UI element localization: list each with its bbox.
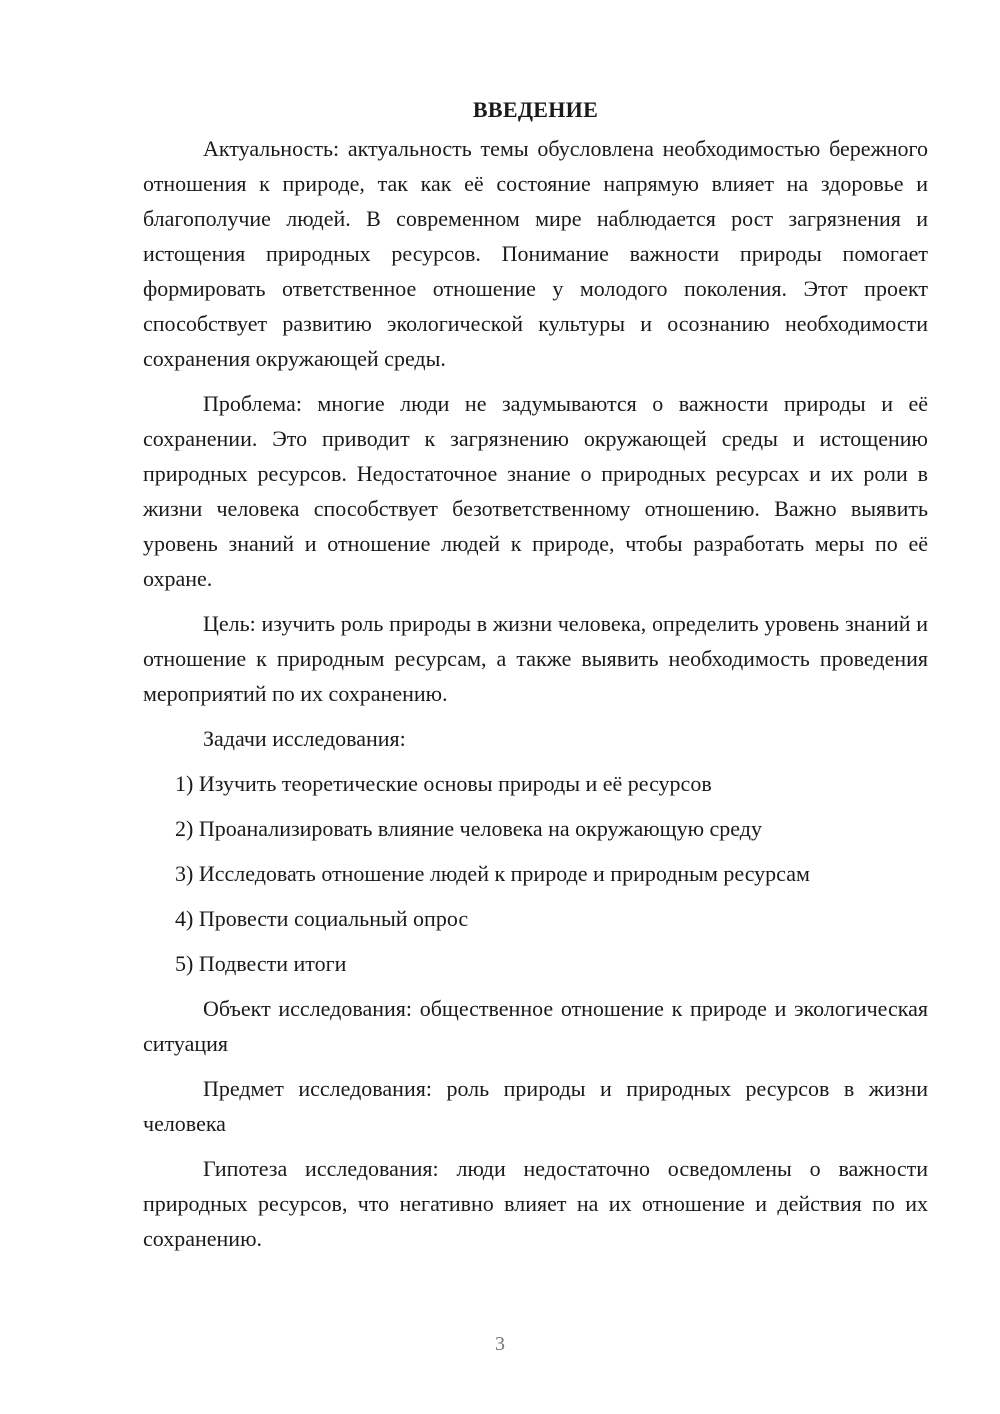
goal-paragraph: Цель: изучить роль природы в жизни человека, определить уровень знаний и отношение к природным ресурсам, а также выявить необходимость проведения мероприятий по их сохранению. [143, 611, 928, 706]
document-page [143, 92, 928, 1266]
subject-paragraph: Предмет исследования: роль природы и природных ресурсов в жизни человека [143, 1076, 928, 1136]
task-item: 5) Подвести итоги [175, 951, 347, 976]
task-item: 1) Изучить теоретические основы природы и её ресурсов [175, 771, 712, 796]
task-item: 4) Провести социальный опрос [175, 906, 469, 931]
task-item: 3) Исследовать отношение людей к природе и природным ресурсам [175, 861, 810, 886]
problem-paragraph: Проблема: многие люди не задумываются о важности природы и её сохранении. Это приводит к загрязнению окружающей среды и истощению природных ресурсов. Недостаточное знание о природных ресурсах и их роли в жизни человека способствует безответственному отношению. Важно выявить уровень знаний и отношение людей к природе, чтобы разработать меры по её охране. [143, 391, 928, 591]
tasks-list [143, 766, 928, 981]
page-number: 3 [495, 1333, 505, 1355]
object-paragraph: Объект исследования: общественное отношение к природе и экологическая ситуация [143, 996, 928, 1056]
page-title: ВВЕДЕНИЕ [472, 97, 599, 122]
task-item: 2) Проанализировать влияние человека на окружающую среду [175, 816, 762, 841]
hypothesis-paragraph: Гипотеза исследования: люди недостаточно осведомлены о важности природных ресурсов, что негативно влияет на их отношение и действия по их сохранению. [143, 1156, 928, 1251]
tasks-heading: Задачи исследования: [203, 726, 406, 751]
relevance-paragraph: Актуальность: актуальность темы обусловлена необходимостью бережного отношения к природе, так как её состояние напрямую влияет на здоровье и благополучие людей. В современном мире наблюдается рост загрязнения и истощения природных ресурсов. Понимание важности природы помогает формировать ответственное отношение у молодого поколения. Этот проект способствует развитию экологической культуры и осознанию необходимости сохранения окружающей среды. [143, 136, 928, 371]
